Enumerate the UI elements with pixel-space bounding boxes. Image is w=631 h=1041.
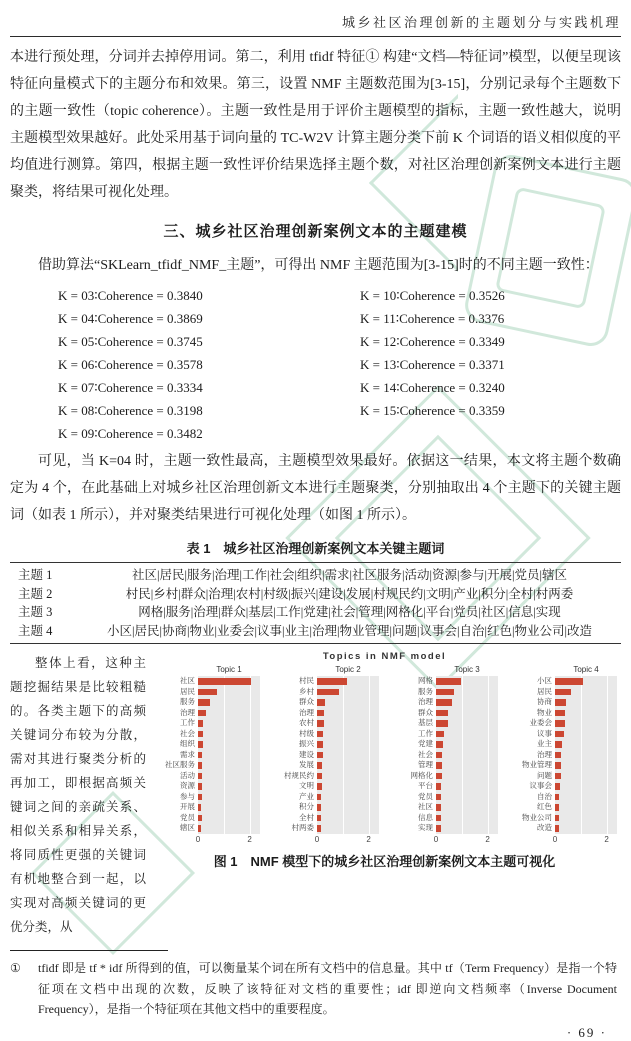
bar-label: 乡村 <box>299 686 314 696</box>
bar-label: 党员 <box>180 812 195 822</box>
table-title: 表 1 城乡社区治理创新案例文本关键主题词 <box>186 541 445 556</box>
bar-label: 振兴 <box>299 739 314 748</box>
plot-panel <box>555 676 617 834</box>
bar <box>198 783 202 790</box>
bar <box>555 699 566 706</box>
bar-label: 辖区 <box>180 823 195 832</box>
bar-label: 改造 <box>537 823 552 832</box>
plot-panel <box>436 676 498 834</box>
bar-label: 物业 <box>537 707 552 717</box>
bar <box>555 710 565 717</box>
bar <box>436 731 444 738</box>
bar-label: 服务 <box>418 686 433 696</box>
paragraph-algorithm: 借助算法“SKLearn_tfidf_NMF_主题”，可得出 NMF 主题范围为[3-15]时的不同主题一致性： <box>38 258 599 273</box>
bar <box>317 825 321 832</box>
gridline <box>462 676 463 834</box>
bar <box>555 794 559 801</box>
bar-label: 党员 <box>418 791 433 801</box>
bar <box>555 815 559 822</box>
plot-panel <box>317 676 379 834</box>
bar <box>198 825 201 832</box>
gridline <box>369 676 370 834</box>
bar-label: 文明 <box>299 781 314 790</box>
bar-label: 产业 <box>299 791 314 801</box>
bar <box>317 741 323 748</box>
bar <box>317 783 322 790</box>
bar <box>198 720 203 727</box>
figure-block <box>10 651 621 939</box>
bar <box>317 720 324 727</box>
bar <box>317 752 323 759</box>
bar <box>317 731 323 738</box>
subplot <box>150 665 262 846</box>
x-axis <box>195 834 260 846</box>
bar-label: 信息 <box>418 812 433 822</box>
x-axis-tick: 2 <box>247 834 252 844</box>
bar <box>317 699 325 706</box>
bar-label: 开展 <box>180 802 195 811</box>
x-axis-tick: 2 <box>366 834 371 844</box>
bar-label: 红色 <box>537 802 552 811</box>
bar <box>436 825 441 832</box>
bar <box>555 741 562 748</box>
x-axis <box>433 834 498 846</box>
gridline <box>250 676 251 834</box>
bar-label: 村规民约 <box>284 770 314 780</box>
bar <box>555 678 583 685</box>
coherence-item: K = 07∶Coherence = 0.3334 <box>58 380 203 395</box>
gridline <box>607 676 608 834</box>
bar <box>436 689 454 696</box>
bar <box>198 794 202 801</box>
bar-label: 平台 <box>418 781 433 790</box>
bar <box>317 678 347 685</box>
bar-label: 居民 <box>537 686 552 696</box>
table-row <box>10 566 621 585</box>
table-row <box>10 603 621 622</box>
figure-suptitle: Topics in NMF model <box>322 651 447 662</box>
paragraph-result: 可见，当 K=04 时，主题一致性最高，主题模型效果最好。依据这一结果，本文将主题个数确定为 4 个，在此基础上对城乡社区治理创新文本进行主题聚类，分别抽取出 4 个主题下的关键主题词（如表 1 所示），并对聚类结果进行可视化处理（如图 1 所示）。 <box>10 454 621 523</box>
bar <box>317 804 321 811</box>
bar-label: 议事会 <box>529 781 552 790</box>
table-row-label: 主题 2 <box>18 586 53 601</box>
bar-label: 业主 <box>537 739 552 748</box>
paragraph-discussion: 整体上看，这种主题挖掘结果是比较粗糙的。各类主题下的高频关键词分布较为分散，需对其进行聚类分析的再加工，即根据高频关键词之间的亲疏关系、相似关系和相异关系，将同质性更强的关键词有机地整合到一起，以实现对高频关键词的更优分类，从 <box>10 656 146 934</box>
bar-label: 治理 <box>180 707 195 717</box>
bar <box>317 762 322 769</box>
gridline <box>224 676 225 834</box>
table-row-label: 主题 3 <box>18 605 53 619</box>
bar <box>436 783 441 790</box>
bar <box>555 804 559 811</box>
x-axis-tick: 2 <box>485 834 490 844</box>
section-heading: 三、城乡社区治理创新案例文本的主题建模 <box>163 223 468 240</box>
bar-label: 社会 <box>180 728 195 738</box>
bar-label: 物业管理 <box>522 760 552 769</box>
figure-caption: 图 1 NMF 模型下的城乡社区治理创新案例文本主题可视化 <box>213 853 556 869</box>
bar-label: 治理 <box>299 707 314 717</box>
bar-label: 工作 <box>180 718 195 727</box>
bar-label: 建设 <box>299 749 314 759</box>
subplot-title: Topic 3 <box>454 665 480 674</box>
bar-label: 基层 <box>418 718 433 727</box>
bar <box>436 699 452 706</box>
bar <box>198 741 203 748</box>
bar-label: 社区 <box>180 676 195 685</box>
bar-label: 群众 <box>418 707 433 717</box>
table-row-keywords: 村民|乡村|群众|治理|农村|村级|振兴|建设|发展|村规民约|文明|产业|积分|全村|村两委 <box>125 586 574 601</box>
table-row-keywords: 社区|居民|服务|治理|工作|社会|组织|需求|社区服务|活动|资源|参与|开展|党员|辖区 <box>131 568 568 582</box>
bar <box>317 815 321 822</box>
bar-label: 议事 <box>537 728 552 738</box>
bar <box>198 804 201 811</box>
paragraph-methodology: 本进行预处理，分词并去掉停用词。第二，利用 tfidf 特征① 构建“文档—特征词”模型，以便呈现该特征向量模式下的主题分布和效果。第三，设置 NMF 主题数范围为[3-15]，分别记录每个主题数下的主题一致性（topic coherence）。主题一致性是用于评价主题模型的指标，主题一致性越大，说明主题模型效果越好。此处采用基于词向量的 TC-W2V 计算主题分类下前 K 个词语的语义相似度的平均值进行测算。第四，根据主题一致性评价结果选择主题个数，对社区治理创新案例文本进行主题聚类，将结果可视化处理。 <box>10 50 621 200</box>
bar-label: 资源 <box>180 781 195 790</box>
bar-label: 网格 <box>418 676 433 685</box>
bar-label: 协商 <box>537 697 552 706</box>
bar-label: 村级 <box>299 728 314 738</box>
coherence-item: K = 09∶Coherence = 0.3482 <box>58 426 203 441</box>
bar <box>555 752 561 759</box>
subplot-title: Topic 2 <box>335 665 361 674</box>
bar-label: 需求 <box>180 749 195 759</box>
table-row-label: 主题 4 <box>18 623 53 638</box>
bar-label: 参与 <box>180 791 195 801</box>
bar-label: 网格化 <box>410 770 433 780</box>
gridline <box>488 676 489 834</box>
footnote-text: tfidf 即是 tf * idf 所得到的值，可以衡量某个词在所有文档中的信息量。其中 tf（Term Frequency）是指一个特征项在文档中出现的次数，反映了该特征对文档的重要性；idf 即逆向文档频率（Inverse Document Frequency），是指一个特征项在其他文档中的重要程度。 <box>38 961 617 1016</box>
bar <box>436 710 448 717</box>
bar <box>555 720 565 727</box>
bar <box>198 731 203 738</box>
bar <box>555 731 564 738</box>
bar-label: 村民 <box>299 676 314 685</box>
table-row-label: 主题 1 <box>18 568 53 582</box>
bar-label: 发展 <box>299 760 314 769</box>
bar-label: 治理 <box>418 697 433 706</box>
bar-label: 群众 <box>299 697 314 706</box>
bar-label: 积分 <box>299 802 314 811</box>
coherence-col-left <box>10 284 310 445</box>
table-row-keywords: 小区|居民|协商|物业|业委会|议事|业主|治理|物业管理|问题|议事会|自治|红色|物业公司|改造 <box>106 623 593 638</box>
subplot <box>269 665 381 846</box>
gridline <box>581 676 582 834</box>
bar-label: 小区 <box>537 676 552 685</box>
bar <box>198 773 202 780</box>
x-axis-tick: 2 <box>604 834 609 844</box>
bar <box>198 678 251 685</box>
page-number: · 69 · <box>566 1024 607 1040</box>
bar <box>436 678 461 685</box>
nmf-figure <box>146 651 621 939</box>
bar-label: 问题 <box>537 770 552 780</box>
running-header-title: 城乡社区治理创新的主题划分与实践机理 <box>341 15 621 30</box>
charts-grid <box>148 665 621 846</box>
bar-label: 实现 <box>418 823 433 832</box>
footnote-divider <box>10 950 168 951</box>
bar <box>555 783 560 790</box>
bar-label: 社区服务 <box>165 760 195 769</box>
table-row <box>10 622 621 641</box>
x-axis-tick: 0 <box>195 834 201 844</box>
coherence-col-right <box>310 284 505 445</box>
subplot-title: Topic 1 <box>216 665 242 674</box>
bar <box>555 825 559 832</box>
bar <box>555 773 561 780</box>
bar <box>436 773 442 780</box>
x-axis <box>552 834 617 846</box>
coherence-item: K = 14∶Coherence = 0.3240 <box>360 380 505 395</box>
bar <box>317 689 339 696</box>
bar-label: 治理 <box>537 749 552 759</box>
coherence-item: K = 08∶Coherence = 0.3198 <box>58 403 203 418</box>
bar <box>436 804 441 811</box>
subplot-title: Topic 4 <box>573 665 599 674</box>
bar-label: 管理 <box>418 760 433 769</box>
table-row <box>10 585 621 604</box>
bar <box>198 689 217 696</box>
bar-label: 全村 <box>299 812 314 822</box>
x-axis-tick: 0 <box>433 834 439 844</box>
bar-label: 工作 <box>418 728 433 738</box>
bar <box>317 773 322 780</box>
bar-label: 社区 <box>418 802 433 811</box>
running-header <box>10 8 621 37</box>
bar <box>198 710 206 717</box>
bar <box>198 752 202 759</box>
table-row-keywords: 网格|服务|治理|群众|基层|工作|党建|社会|管理|网格化|平台|党员|社区|信息|实现 <box>138 605 561 619</box>
bar <box>317 710 324 717</box>
bar-label: 党建 <box>418 739 433 748</box>
coherence-item: K = 10∶Coherence = 0.3526 <box>360 288 505 303</box>
bar <box>436 815 441 822</box>
coherence-item: K = 13∶Coherence = 0.3371 <box>360 357 505 372</box>
footnote-marker: ① <box>10 961 21 975</box>
bar <box>436 720 448 727</box>
bar <box>198 762 202 769</box>
bar <box>198 815 202 822</box>
footnote <box>10 958 621 1020</box>
topics-table <box>10 562 621 644</box>
coherence-list <box>10 284 621 445</box>
bar-label: 农村 <box>299 718 314 727</box>
bar-label: 社会 <box>418 749 433 759</box>
bar <box>555 689 571 696</box>
coherence-item: K = 03∶Coherence = 0.3840 <box>58 288 203 303</box>
bar <box>317 794 321 801</box>
bar <box>436 752 442 759</box>
subplot <box>388 665 500 846</box>
subplot <box>507 665 619 846</box>
bar <box>436 741 443 748</box>
bar <box>555 762 561 769</box>
coherence-item: K = 15∶Coherence = 0.3359 <box>360 403 505 418</box>
x-axis-tick: 0 <box>314 834 320 844</box>
bar-label: 自治 <box>537 791 552 801</box>
bar-label: 村两委 <box>291 823 314 832</box>
bar <box>436 794 441 801</box>
coherence-item: K = 05∶Coherence = 0.3745 <box>58 334 203 349</box>
x-axis-tick: 0 <box>552 834 558 844</box>
coherence-item: K = 12∶Coherence = 0.3349 <box>360 334 505 349</box>
bar-label: 物业公司 <box>522 812 552 822</box>
bar-label: 居民 <box>180 686 195 696</box>
gridline <box>343 676 344 834</box>
coherence-item: K = 06∶Coherence = 0.3578 <box>58 357 203 372</box>
bar-label: 业委会 <box>529 718 552 727</box>
bar-label: 组织 <box>180 739 195 748</box>
bar-label: 服务 <box>180 697 195 706</box>
bar <box>436 762 442 769</box>
x-axis <box>314 834 379 846</box>
bar-label: 活动 <box>180 770 195 780</box>
plot-panel <box>198 676 260 834</box>
bar <box>198 699 210 706</box>
coherence-item: K = 11∶Coherence = 0.3376 <box>360 311 505 326</box>
coherence-item: K = 04∶Coherence = 0.3869 <box>58 311 203 326</box>
